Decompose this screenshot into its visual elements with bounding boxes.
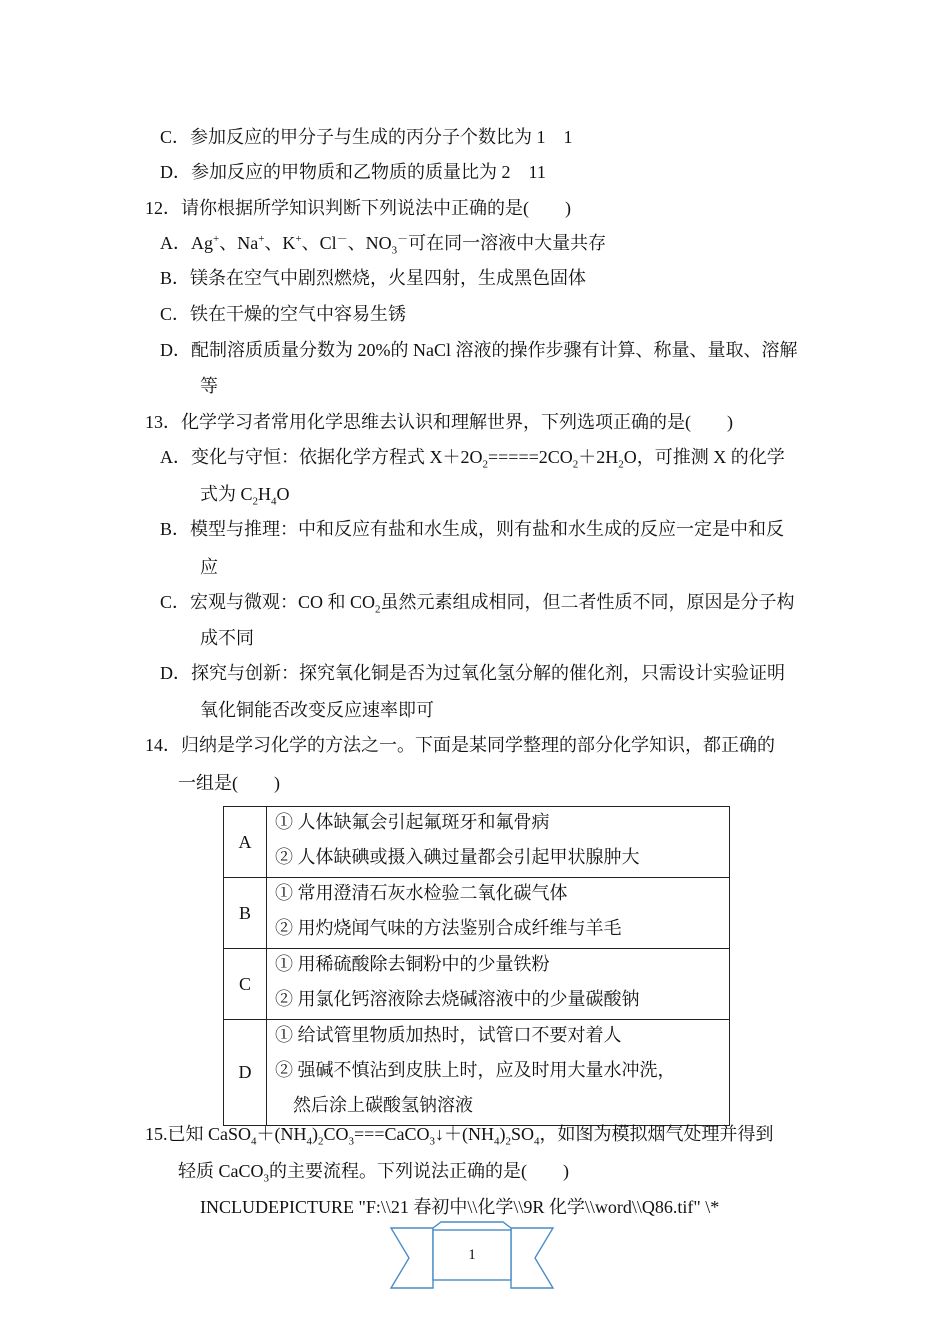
q12-stem: 12．请你根据所学知识判断下列说法中正确的是( )	[145, 198, 571, 218]
q12-option-d: D．配制溶质质量分数为 20%的 NaCl 溶液的操作步骤有计算、称量、量取、溶解	[160, 340, 798, 360]
row-label: D	[224, 1020, 267, 1126]
q12-option-c: C．铁在干燥的空气中容易生锈	[160, 304, 407, 324]
page-number: 1	[468, 1247, 476, 1263]
statement-1: ① 给试管里物质加热时，试管口不要对着人	[275, 1025, 622, 1045]
table-row	[224, 1020, 730, 1126]
statement-2: ② 强碱不慎沾到皮肤上时，应及时用大量水冲洗，	[275, 1060, 676, 1080]
q13-option-b-cont: 应	[200, 557, 218, 577]
q13-option-c: C．宏观与微观：CO 和 $CO_2$虽然元素组成相同，但二者性质不同，原因是分子构	[160, 592, 795, 616]
table-row	[224, 807, 730, 878]
statement-2-cont: 然后涂上碳酸氢钠溶液	[275, 1095, 473, 1115]
q13-option-a: A．变化与守恒：依据化学方程式 $X+2O_2=====2CO_2+2H_2O$，可推测 X 的化学	[160, 447, 785, 471]
q13-option-c-cont: 成不同	[200, 628, 254, 648]
q11-option-c: C．参加反应的甲分子与生成的丙分子个数比为 1 1	[160, 127, 573, 147]
q14-stem: 14．归纳是学习化学的方法之一。下面是某同学整理的部分化学知识，都正确的	[145, 735, 775, 755]
statement-1: ① 人体缺氟会引起氟斑牙和氟骨病	[275, 812, 550, 832]
q12-option-d-cont: 等	[200, 376, 218, 396]
q15-stem: 15.已知 $CaSO_4+(NH_4)_2CO_3===CaCO_3↓+(NH_4)_2SO_4$，如图为模拟烟气处理并得到	[145, 1124, 774, 1148]
row-label: B	[224, 878, 267, 949]
q14-options-table	[223, 806, 730, 1126]
statement-1: ① 常用澄清石灰水检验二氧化碳气体	[275, 883, 568, 903]
q15-stem-cont: 轻质 CaCO$_3$的主要流程。下列说法正确的是( )	[178, 1161, 569, 1185]
page-footer	[383, 1216, 561, 1296]
statement-2: ② 用氯化钙溶液除去烧碱溶液中的少量碳酸钠	[275, 989, 640, 1009]
statement-2: ② 人体缺碘或摄入碘过量都会引起甲状腺肿大	[275, 847, 640, 867]
q13-option-d-cont: 氧化铜能否改变反应速率即可	[200, 700, 434, 720]
q13-option-d: D．探究与创新：探究氧化铜是否为过氧化氢分解的催化剂，只需设计实验证明	[160, 663, 785, 683]
statement-2: ② 用灼烧闻气味的方法鉴别合成纤维与羊毛	[275, 918, 622, 938]
row-label: A	[224, 807, 267, 878]
q13-option-a-cont: 式为 $C_2H_4O$	[200, 484, 290, 508]
q11-option-d: D．参加反应的甲物质和乙物质的质量比为 2 11	[160, 162, 546, 182]
table-row	[224, 878, 730, 949]
row-label: C	[224, 949, 267, 1020]
statement-1: ① 用稀硫酸除去铜粉中的少量铁粉	[275, 954, 550, 974]
include-picture-field: INCLUDEPICTURE "F:\\21 春初中\\化学\\9R 化学\\word\\Q86.tif" \*	[200, 1197, 720, 1217]
q12-option-a: A．Ag+、Na+、K+、Cl－、$NO_3^-$可在同一溶液中大量共存	[160, 233, 607, 257]
q14-stem-cont: 一组是( )	[178, 773, 280, 793]
q13-option-b: B．模型与推理：中和反应有盐和水生成，则有盐和水生成的反应一定是中和反	[160, 519, 785, 539]
q13-stem: 13．化学学习者常用化学思维去认识和理解世界，下列选项正确的是( )	[145, 412, 733, 432]
q12-option-b: B．镁条在空气中剧烈燃烧，火星四射，生成黑色固体	[160, 268, 587, 288]
table-row	[224, 949, 730, 1020]
